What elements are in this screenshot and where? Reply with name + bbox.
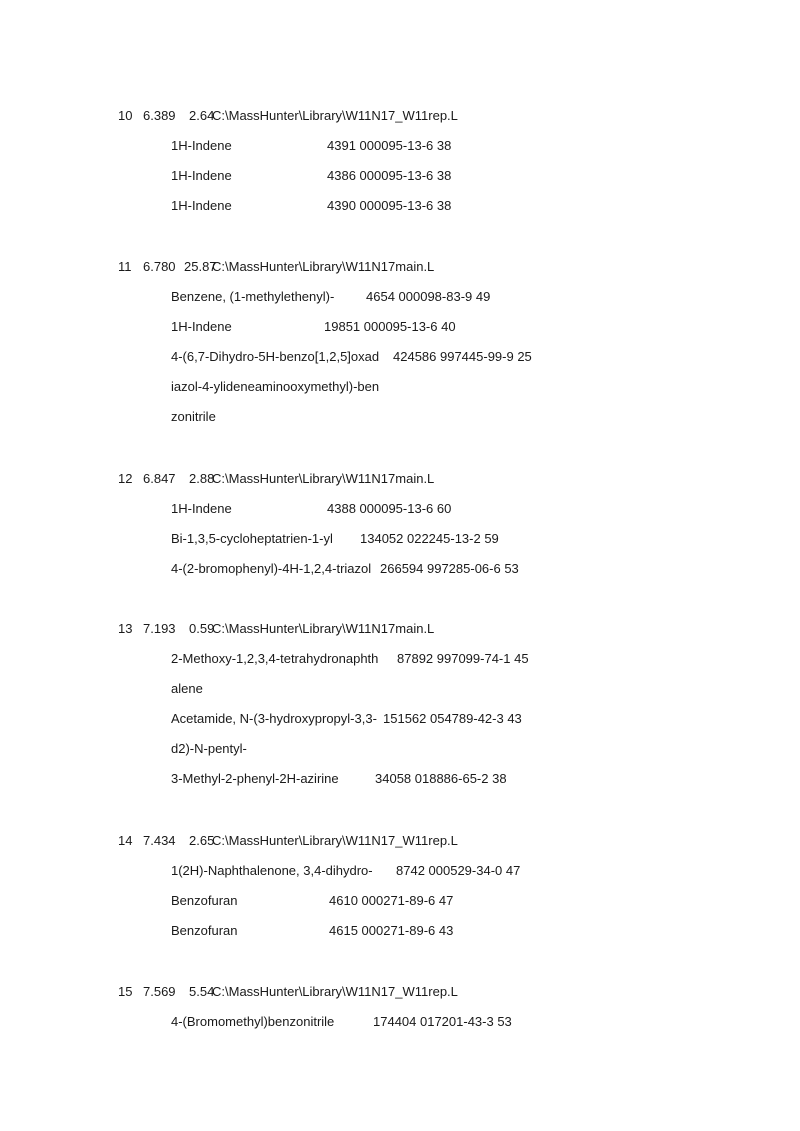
compound-name: 4-(6,7-Dihydro-5H-benzo[1,2,5]oxad <box>171 349 380 364</box>
hit-reference: 4654 000098-83-9 49 <box>366 289 491 304</box>
peak-header <box>118 826 758 856</box>
peak-header <box>118 252 758 282</box>
compound-name: Bi-1,3,5-cycloheptatrien-1-yl <box>171 531 333 546</box>
hit-row <box>171 161 758 191</box>
compound-name-continued: iazol-4-ylideneaminooxymethyl)-ben <box>171 379 380 394</box>
peak-block <box>118 252 758 432</box>
hit-reference: 4615 000271-89-6 43 <box>329 923 454 938</box>
compound-name: 1H-Indene <box>171 138 232 153</box>
peak-number: 12 <box>118 471 133 486</box>
retention-time: 7.434 <box>143 833 176 848</box>
peak-number: 10 <box>118 108 133 123</box>
compound-name-continued: d2)-N-pentyl- <box>171 741 247 756</box>
hit-row <box>171 1007 758 1037</box>
peak-area: 2.88 <box>189 471 215 486</box>
hit-reference: 151562 054789-42-3 43 <box>383 711 522 726</box>
compound-name: 1H-Indene <box>171 168 232 183</box>
hit-reference: 134052 022245-13-2 59 <box>360 531 499 546</box>
retention-time: 7.569 <box>143 984 176 999</box>
peak-header <box>118 614 758 644</box>
compound-name: 1H-Indene <box>171 319 232 334</box>
hit-reference: 4610 000271-89-6 47 <box>329 893 454 908</box>
compound-name: 4-(2-bromophenyl)-4H-1,2,4-triazol <box>171 561 372 576</box>
hit-reference: 424586 997445-99-9 25 <box>393 349 532 364</box>
peak-area: 2.64 <box>189 108 215 123</box>
compound-name: Benzofuran <box>171 923 238 938</box>
hit-row <box>171 494 758 524</box>
library-path: C:\MassHunter\Library\W11N17main.L <box>212 471 435 486</box>
hit-row <box>171 644 758 674</box>
hit-row <box>171 554 758 584</box>
retention-time: 6.389 <box>143 108 176 123</box>
peak-block <box>118 101 758 221</box>
library-path: C:\MassHunter\Library\W11N17_W11rep.L <box>212 833 458 848</box>
hit-reference: 266594 997285-06-6 53 <box>380 561 519 576</box>
library-path: C:\MassHunter\Library\W11N17_W11rep.L <box>212 108 458 123</box>
hit-row <box>171 131 758 161</box>
peak-area: 2.65 <box>189 833 215 848</box>
hit-reference: 4386 000095-13-6 38 <box>327 168 452 183</box>
hit-row <box>171 856 758 886</box>
peak-header <box>118 464 758 494</box>
hit-reference: 174404 017201-43-3 53 <box>373 1014 512 1029</box>
hit-row <box>171 342 758 372</box>
library-path: C:\MassHunter\Library\W11N17_W11rep.L <box>212 984 458 999</box>
retention-time: 6.780 <box>143 259 176 274</box>
compound-name-continued: zonitrile <box>171 409 216 424</box>
compound-name: 1H-Indene <box>171 501 232 516</box>
hit-row <box>171 764 758 794</box>
peak-number: 13 <box>118 621 133 636</box>
hit-reference: 4390 000095-13-6 38 <box>327 198 452 213</box>
hit-reference: 4391 000095-13-6 38 <box>327 138 452 153</box>
peak-number: 11 <box>118 259 132 274</box>
compound-name-continued: alene <box>171 681 203 696</box>
hit-row <box>171 282 758 312</box>
library-path: C:\MassHunter\Library\W11N17main.L <box>212 621 435 636</box>
peak-area: 5.54 <box>189 984 215 999</box>
compound-name: Acetamide, N-(3-hydroxypropyl-3,3- <box>171 711 377 726</box>
compound-name: 3-Methyl-2-phenyl-2H-azirine <box>171 771 339 786</box>
compound-name: 1(2H)-Naphthalenone, 3,4-dihydro- <box>171 863 373 878</box>
retention-time: 7.193 <box>143 621 176 636</box>
peak-number: 14 <box>118 833 133 848</box>
retention-time: 6.847 <box>143 471 176 486</box>
peak-header <box>118 977 758 1007</box>
hit-reference: 87892 997099-74-1 45 <box>397 651 529 666</box>
compound-name: 1H-Indene <box>171 198 232 213</box>
hit-row <box>171 704 758 734</box>
hit-reference: 19851 000095-13-6 40 <box>324 319 456 334</box>
hit-row <box>171 886 758 916</box>
compound-name: Benzofuran <box>171 893 238 908</box>
hit-row <box>171 191 758 221</box>
peak-block <box>118 977 758 1037</box>
library-path: C:\MassHunter\Library\W11N17main.L <box>212 259 435 274</box>
compound-name: 4-(Bromomethyl)benzonitrile <box>171 1014 335 1029</box>
compound-name: Benzene, (1-methylethenyl)- <box>171 289 335 304</box>
peak-header <box>118 101 758 131</box>
hit-row <box>171 312 758 342</box>
hit-row <box>171 916 758 946</box>
peak-number: 15 <box>118 984 133 999</box>
hit-reference: 4388 000095-13-6 60 <box>327 501 452 516</box>
hit-reference: 34058 018886-65-2 38 <box>375 771 507 786</box>
compound-name: 2-Methoxy-1,2,3,4-tetrahydronaphth <box>171 651 379 666</box>
hit-reference: 8742 000529-34-0 47 <box>396 863 521 878</box>
peak-block <box>118 614 758 794</box>
peak-block <box>118 826 758 946</box>
peak-area: 0.59 <box>189 621 215 636</box>
peak-block <box>118 464 758 584</box>
hit-row <box>171 524 758 554</box>
peak-area: 25.87 <box>184 259 217 274</box>
